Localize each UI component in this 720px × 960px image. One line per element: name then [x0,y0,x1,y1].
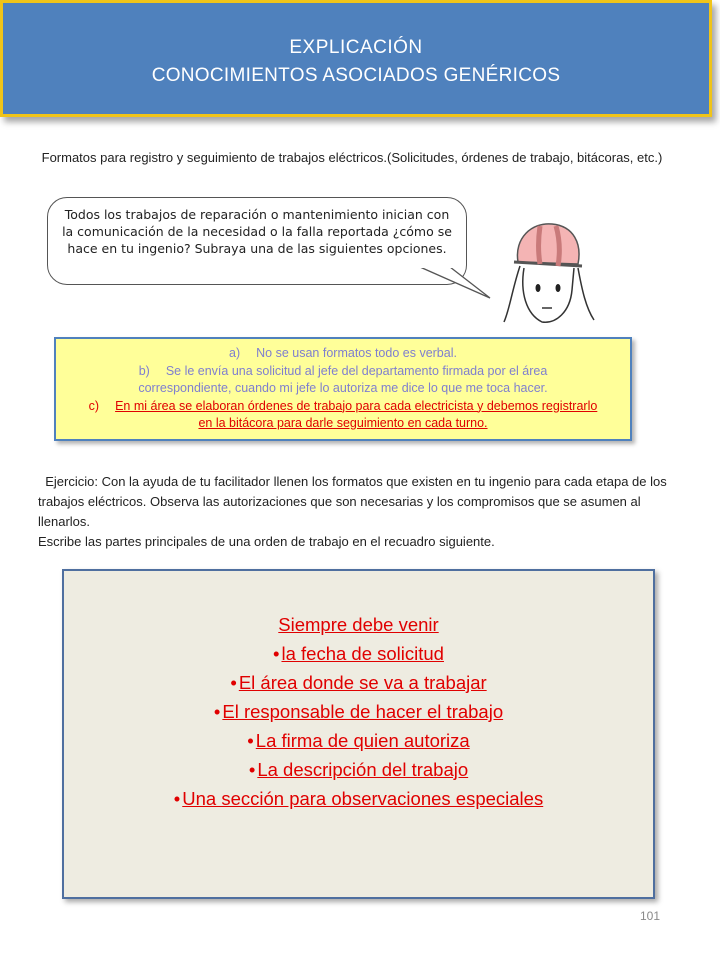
answer-item [64,639,653,668]
option-a-text: No se usan formatos todo es verbal. [256,346,457,360]
answer-item-text: la fecha de solicitud [281,643,444,664]
answer-item-text: Una sección para observaciones especiales [182,788,544,809]
option-b[interactable] [56,363,630,398]
speech-bubble: Todos los trabajos de reparación o mantenimiento inician con la comunicación de la necesidad o la falla reportada ¿cómo se hace en tu ingenio? Subraya una de las siguientes opciones. [47,197,467,285]
option-a[interactable] [56,345,630,363]
intro-text [38,148,678,168]
answer-item [64,755,653,784]
option-c-marker: c) [88,398,100,413]
answer-item [64,726,653,755]
bullet-icon: • [213,701,221,722]
answer-item-text: El responsable de hacer el trabajo [222,701,504,722]
page-number: 101 [640,909,661,923]
answer-item-text: La descripción del trabajo [257,759,469,780]
header-title: EXPLICACIÓN [289,37,423,58]
options-box [54,337,632,441]
option-b-text: Se le envía una solicitud al jefe del departamento firmada por el área correspondiente, cuando mi jefe lo autoriza me dice lo que me toca hacer. [138,363,548,395]
answer-item [64,668,653,697]
answer-title [64,610,653,639]
intro-text-content: Formatos para registro y seguimiento de trabajos eléctricos.(Solicitudes, órdenes de trabajo, bitácoras, etc.) [41,150,663,165]
answer-box[interactable] [62,569,655,899]
bullet-icon: • [173,788,181,809]
exercise-text [38,472,678,552]
bullet-icon: • [273,643,280,664]
girl-helmet-illustration-icon [490,210,600,330]
exercise-paragraph [38,472,678,532]
answer-item [64,697,653,726]
speech-bubble-tail [420,265,500,305]
bullet-icon: • [248,759,256,780]
exercise-paragraph-content: Ejercicio: Con la ayuda de tu facilitador llenen los formatos que existen en tu ingenio para cada etapa de los trabajos eléctricos. Observa las autorizaciones que son necesarias y los compromisos que se asumen al llenarlos. [38,474,667,529]
header-banner [0,0,712,117]
bullet-icon: • [230,672,237,693]
option-a-marker: a) [229,346,241,360]
bullet-icon: • [247,730,254,751]
header-subtitle: CONOCIMIENTOS ASOCIADOS GENÉRICOS [151,65,561,86]
answer-item-text: El área donde se va a trabajar [238,672,487,693]
option-c-text: En mi área se elaboran órdenes de trabajo para cada electricista y debemos registrarlo en la bitácora para darle seguimiento en cada turno. [115,398,598,430]
answer-title-text: Siempre debe venir [278,614,439,635]
option-c[interactable] [56,398,630,433]
answer-item-text: La firma de quien autoriza [255,730,470,751]
option-b-marker: b) [138,363,150,378]
exercise-instruction: Escribe las partes principales de una orden de trabajo en el recuadro siguiente. [38,534,495,549]
answer-item [64,784,653,813]
